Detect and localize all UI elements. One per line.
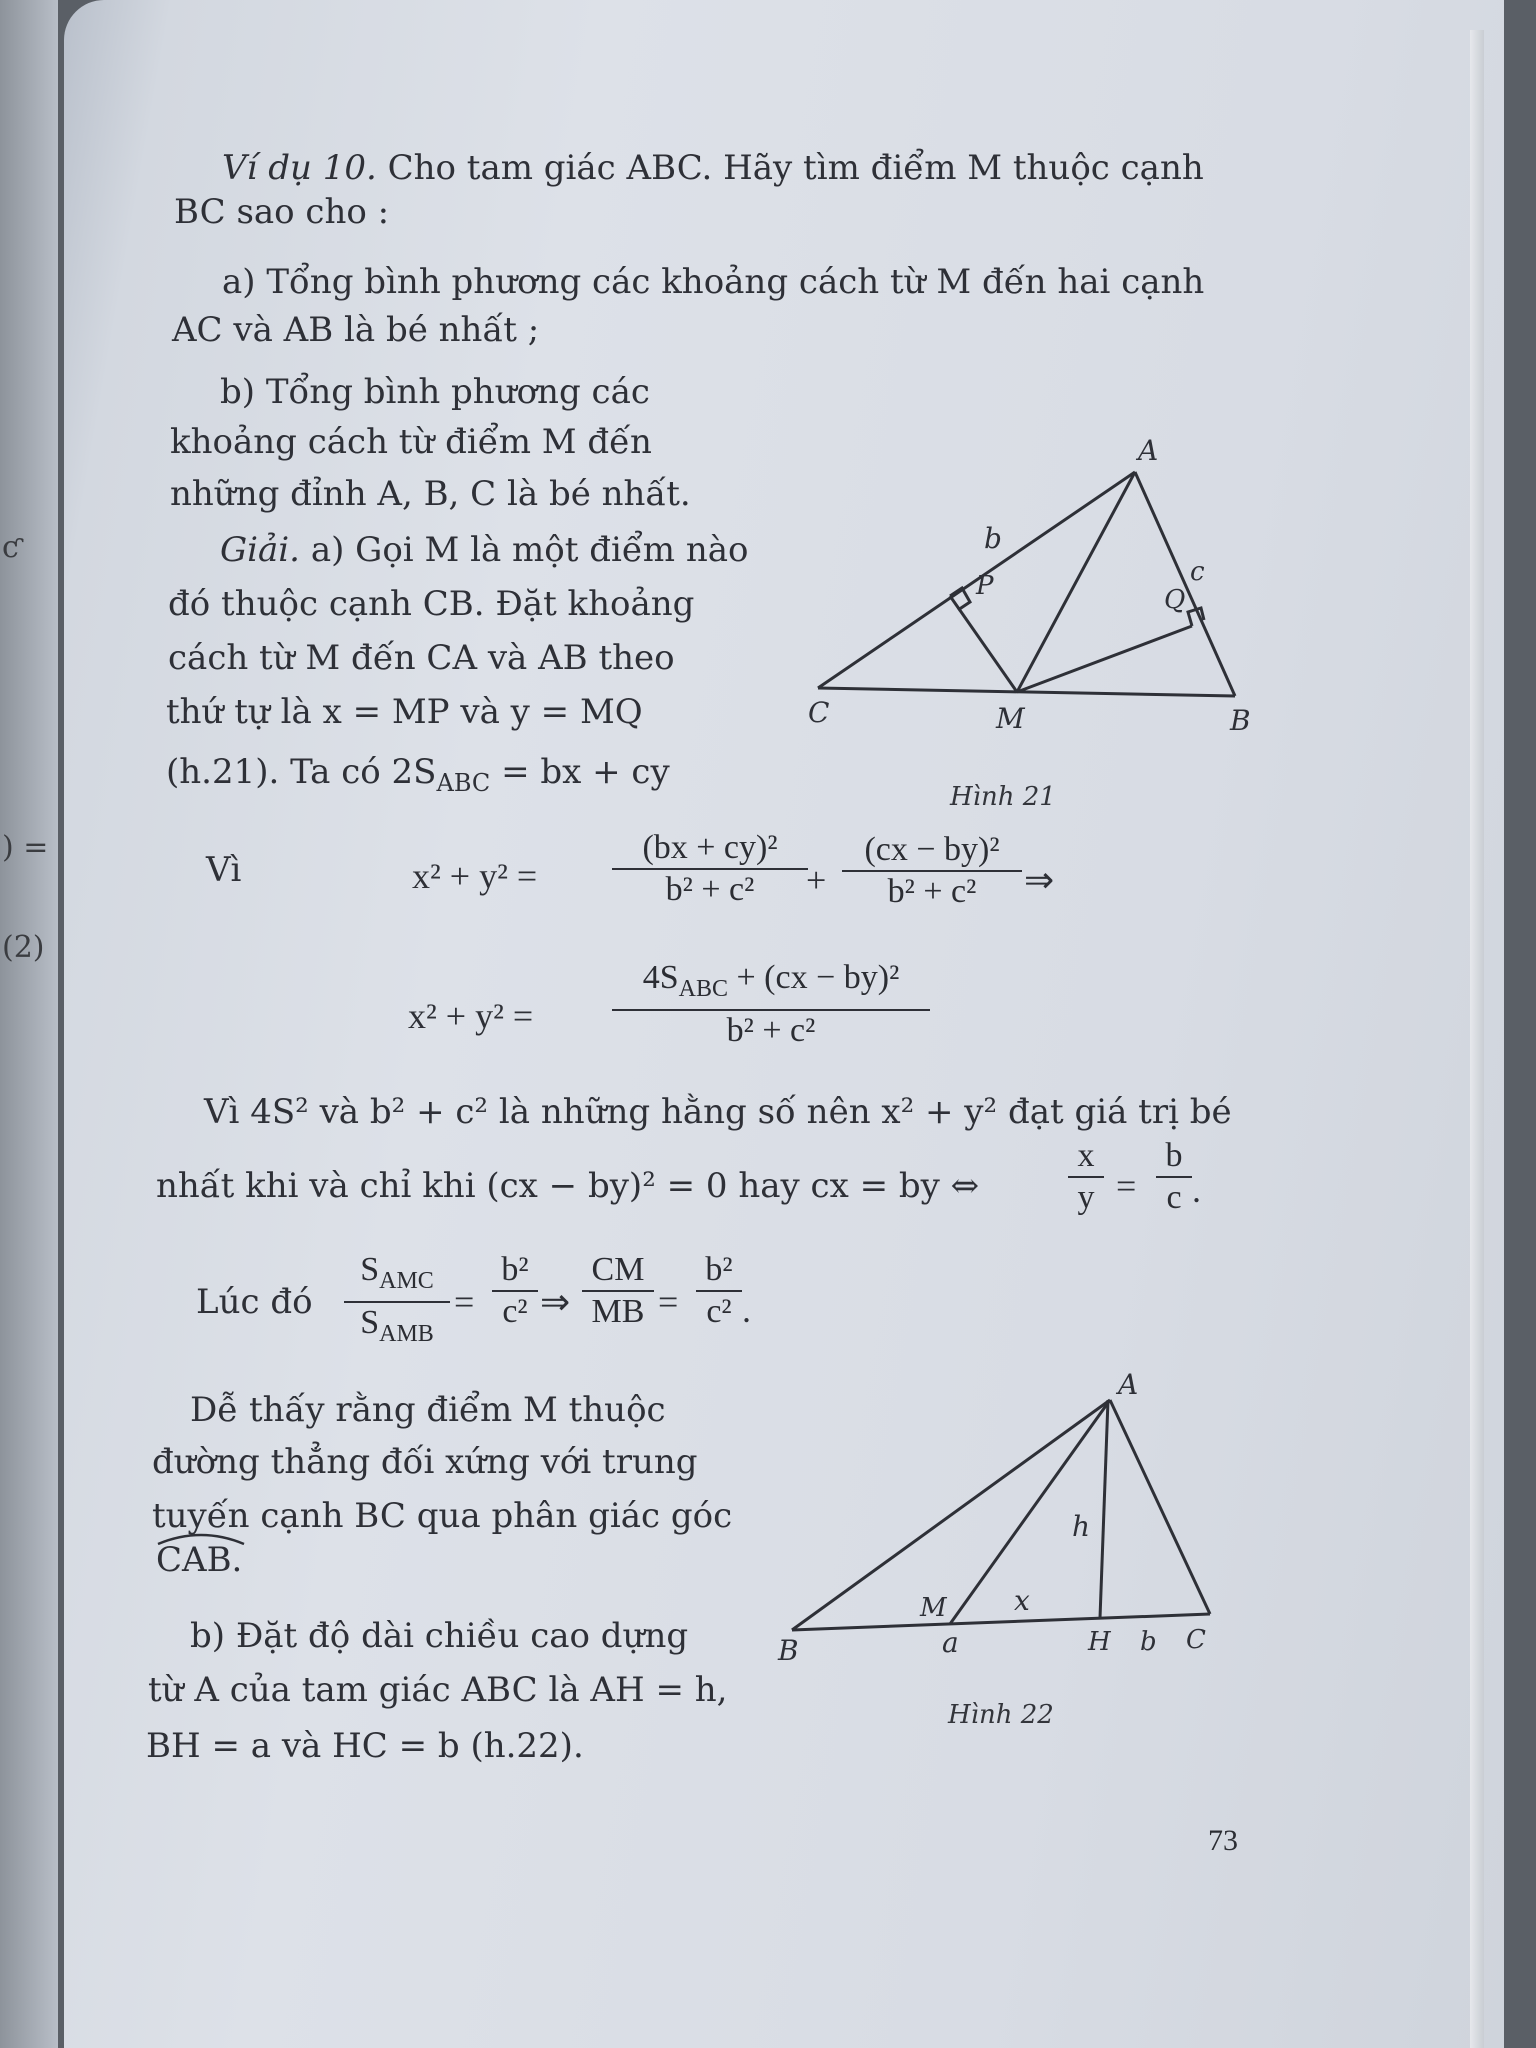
para1-line-1: Vì 4S² và b² + c² là những hằng số nên x² + y² đạt giá trị bé [204,1092,1232,1132]
left-fragment: (2) [2,930,45,965]
para3-line-2: từ A của tam giác ABC là AH = h, [148,1670,728,1710]
eq2-num-tail: + (cx − by)² [728,959,900,996]
figure-22 [770,1370,1240,1670]
label-c: C [808,696,830,729]
eq1-fraction-2 [842,830,1022,912]
side-ac [1110,1400,1210,1614]
eq3-num [344,1250,450,1301]
para3-line-1: b) Đặt độ dài chiều cao dựng [190,1616,689,1656]
label-side-c: c [1190,557,1205,587]
eq3-b2-1: b² [501,1251,529,1288]
left-fragment: ) = [2,830,49,865]
label-a: A [1138,434,1159,467]
label-b: B [1230,704,1251,737]
eq3-end: . [742,1290,751,1330]
left-page-edge [0,0,58,2048]
label-b-length: b [1140,1627,1157,1657]
eq3-cm: CM [591,1251,645,1288]
solution-text: a) Gọi M là một điểm nào [310,530,749,570]
example-line-1 [222,148,1204,188]
eq3-c2-2: c² [696,1290,742,1332]
eq3-arrow: ⇒ [540,1282,571,1322]
para1-end: . [1192,1170,1201,1210]
eq1-f1-denominator: b² + c² [612,868,808,910]
frac-x: x [1077,1137,1095,1174]
segment-mq [1017,626,1192,692]
eq3-c2-1: c² [492,1290,538,1332]
eq3-sub-amb: AMB [379,1320,434,1347]
label-c: C [1186,1625,1206,1655]
label-a: A [1118,1370,1139,1401]
para2-line-1: Dễ thấy rằng điểm M thuộc [190,1390,666,1430]
example-label: Ví dụ 10. [222,148,377,188]
frac-x-over-y [1068,1136,1104,1218]
label-h: h [1072,1510,1091,1543]
solution-line-2: đó thuộc cạnh CB. Đặt khoảng [168,584,695,624]
para3-line-3: BH = a và HC = b (h.22). [146,1726,584,1766]
label-h-point: H [1088,1627,1111,1657]
eq1-f2-denominator: b² + c² [842,870,1022,912]
part-a-line-1: a) Tổng bình phương các khoảng cách từ M đến hai cạnh [222,262,1205,302]
eq1-lhs: x² + y² = [412,856,538,896]
figure-21 [800,430,1270,750]
eq2-num-4s: 4S [642,959,679,996]
para1-eq: = [1116,1166,1137,1206]
side-ba [792,1400,1110,1630]
eq3-eq-2: = [658,1282,679,1322]
eq2-subscript: ABC [678,975,728,1002]
eq1-fraction-1 [612,828,808,910]
example-line-2: BC sao cho : [174,192,390,232]
label-a-length: a [942,1626,959,1659]
angle-cab [156,1540,242,1580]
frac-c: c [1156,1176,1192,1218]
frac-b: b [1165,1137,1183,1174]
solution-line-1 [220,530,748,570]
page-number: 73 [1208,1824,1238,1857]
part-b-line-1: b) Tổng bình phương các [220,372,650,412]
side-ab [1135,472,1235,696]
para2-line-2: đường thẳng đối xứng với trung [152,1442,698,1482]
altitude-ah [1100,1400,1108,1618]
eq3-b2-2: b² [705,1251,733,1288]
label-b: B [778,1634,799,1667]
eq3-s2: S [360,1303,380,1341]
eq1-f1-numerator: (bx + cy)² [642,829,778,866]
eq1-lead: Vì [206,850,242,890]
eq3-s1: S [360,1251,380,1288]
segment-ma [1017,472,1135,692]
eq2-fraction [612,958,930,1051]
eq3-fraction-b2c2-1 [492,1250,538,1332]
para2-line-3: tuyến cạnh BC qua phân giác góc [152,1496,733,1536]
eq3-lead: Lúc đó [196,1282,313,1322]
eq3-fraction-b2c2-2 [696,1250,742,1332]
figure-21-caption: Hình 21 [950,782,1056,812]
subscript-abc: ABC [436,768,491,797]
label-q: Q [1164,585,1186,615]
solution-label: Giải. [220,530,300,570]
eq3-fraction-cm-mb [582,1250,654,1332]
solution-line-3: cách từ M đến CA và AB theo [168,638,675,678]
frac-b-over-c [1156,1136,1192,1218]
eq3-mb: MB [582,1290,654,1332]
eq1-f2-numerator: (cx − by)² [864,831,1000,868]
part-b-line-2: khoảng cách từ điểm M đến [170,422,652,462]
eq1-arrow: ⇒ [1024,860,1055,900]
eq3-fraction-area [344,1250,450,1354]
part-a-line-2: AC và AB là bé nhất ; [172,310,540,350]
left-fragment: ƈ [2,530,19,565]
eq2-denominator: b² + c² [612,1009,930,1051]
eq3-eq-1: = [454,1282,475,1322]
example-text: Cho tam giác ABC. Hãy tìm điểm M thuộc cạnh [387,148,1204,188]
eq3-den [344,1301,450,1354]
label-m: M [996,702,1025,735]
eq1-plus: + [806,860,827,900]
label-m: M [920,1593,947,1623]
solution-line-5-text: (h.21). Ta có 2S [166,752,437,792]
eq3-sub-amc: AMC [379,1267,434,1294]
figure-22-caption: Hình 22 [948,1700,1054,1730]
angle-cab-text: CAB. [156,1540,243,1580]
frac-y: y [1068,1176,1104,1218]
angle-arc [156,1532,246,1546]
part-b-line-3: những đỉnh A, B, C là bé nhất. [170,474,691,514]
page-edge [1470,30,1484,2048]
label-side-b: b [984,522,1002,555]
solution-line-5 [166,752,670,803]
para1-line-2: nhất khi và chỉ khi (cx − by)² = 0 hay cx = by ⇔ [156,1166,980,1206]
solution-line-5-tail: = bx + cy [490,752,670,792]
label-x: x [1014,1584,1030,1617]
eq2-lhs: x² + y² = [408,996,534,1036]
label-p: P [976,571,994,601]
eq2-numerator [612,958,930,1009]
solution-line-4: thứ tự là x = MP và y = MQ [166,692,643,732]
